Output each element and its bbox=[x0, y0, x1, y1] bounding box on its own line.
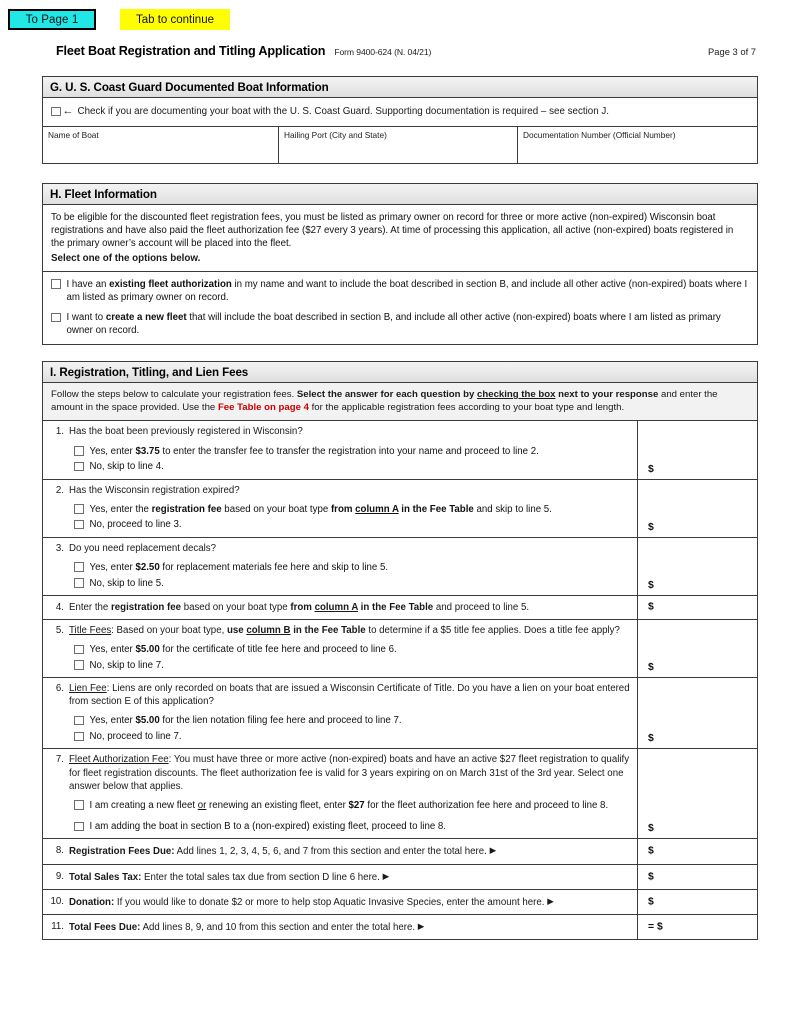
fee-row-6 bbox=[43, 678, 757, 749]
new-fleet-checkbox[interactable] bbox=[51, 313, 61, 323]
fee-row-3-number: 3. bbox=[55, 542, 64, 554]
fee-row-2-question: Has the Wisconsin registration expired? bbox=[69, 484, 240, 496]
fee-row-5-no-checkbox[interactable] bbox=[74, 660, 84, 670]
fees-table bbox=[43, 421, 757, 939]
fee-row-6-option-yes[interactable] bbox=[74, 714, 630, 727]
fee-row-6-yes-checkbox[interactable] bbox=[74, 716, 84, 726]
fee-row-2-yes-checkbox[interactable] bbox=[74, 504, 84, 514]
to-page-1-button[interactable]: To Page 1 bbox=[8, 9, 96, 30]
fee-row-3-option-no[interactable] bbox=[74, 577, 630, 590]
fee-row-3-option-yes[interactable] bbox=[74, 561, 630, 574]
triangle-icon: ▶ bbox=[547, 895, 554, 906]
fee-row-6-no-checkbox[interactable] bbox=[74, 732, 84, 742]
fee-row-8-text: Registration Fees Due: Add lines 1, 2, 3, 4, 5, 6, and 7 from this section and enter the total here. ▶ bbox=[69, 845, 497, 858]
fee-row-5-option-no[interactable] bbox=[74, 659, 630, 672]
fee-row-3-yes-checkbox[interactable] bbox=[74, 562, 84, 572]
fee-row-5-yes-label: Yes, enter $5.00 for the certificate of title fee here and proceed to line 6. bbox=[89, 644, 397, 656]
fee-row-7-option-existing-fleet[interactable] bbox=[74, 820, 630, 833]
tab-to-continue-button[interactable]: Tab to continue bbox=[120, 9, 230, 30]
fee-row-7-number: 7. bbox=[55, 754, 64, 766]
fee-row-2-yes-label: Yes, enter the registration fee based on your boat type from column A in the Fee Table and skip to line 5. bbox=[89, 503, 552, 515]
fee-row-2-option-no[interactable] bbox=[74, 518, 630, 531]
coast-guard-check-row bbox=[43, 98, 757, 127]
fee-row-2-no-label: No, proceed to line 3. bbox=[89, 519, 182, 531]
fee-row-5-question: Title Fees: Based on your boat type, use column B in the Fee Table to determine if a $5 title fee applies. Does a title fee apply? bbox=[69, 624, 620, 636]
page-title: Fleet Boat Registration and Titling Application bbox=[56, 44, 326, 58]
fee-row-2-options bbox=[50, 503, 630, 532]
fee-row-3 bbox=[43, 538, 757, 596]
fee-row-6-amount[interactable] bbox=[638, 678, 757, 748]
fee-row-3-dollar-sign: $ bbox=[648, 579, 654, 591]
fee-row-3-question: Do you need replacement decals? bbox=[69, 542, 217, 554]
fee-row-10-content bbox=[43, 890, 638, 914]
fee-row-1-yes-checkbox[interactable] bbox=[74, 446, 84, 456]
fee-row-5-no-label: No, skip to line 7. bbox=[89, 659, 164, 671]
fee-row-9-dollar-sign: $ bbox=[648, 871, 654, 883]
fee-row-1-dollar-sign: $ bbox=[648, 463, 654, 475]
fee-row-2-option-yes[interactable] bbox=[74, 503, 630, 516]
existing-fleet-checkbox[interactable] bbox=[51, 279, 61, 289]
documentation-number-label: Documentation Number (Official Number) bbox=[523, 130, 676, 140]
fee-row-1-option-no[interactable] bbox=[74, 460, 630, 473]
fee-row-7-amount[interactable] bbox=[638, 749, 757, 838]
triangle-icon: ▶ bbox=[417, 920, 425, 931]
fee-row-5-yes-checkbox[interactable] bbox=[74, 645, 84, 655]
fee-row-5-option-yes[interactable] bbox=[74, 643, 630, 656]
fee-row-10-amount[interactable] bbox=[638, 890, 757, 914]
fee-row-11-number: 11. bbox=[51, 920, 64, 932]
hailing-port-field[interactable] bbox=[279, 127, 518, 163]
fee-row-2-no-checkbox[interactable] bbox=[74, 520, 84, 530]
fee-row-1-yes-label: Yes, enter $3.75 to enter the transfer fee to transfer the registration into your name and proceed to line 2. bbox=[89, 445, 539, 457]
name-of-boat-field[interactable] bbox=[43, 127, 279, 163]
fee-row-1-option-yes[interactable] bbox=[74, 445, 630, 458]
fleet-eligibility-paragraph: To be eligible for the discounted fleet registration fees, you must be listed as primary owner on record for three or more active (non-expired) Wisconsin boat registrations and have also paid the fleet authorization fee ($27 every 3 years). At time of processing this application, all active (non-expired) boats registered in the primary owner’s account will be placed into the fleet. bbox=[51, 212, 734, 250]
fee-row-5-number: 5. bbox=[55, 624, 64, 636]
fee-row-4-number: 4. bbox=[55, 601, 64, 613]
fee-row-8 bbox=[43, 839, 757, 864]
fee-row-1-no-label: No, skip to line 4. bbox=[89, 461, 164, 473]
section-g-heading: G. U. S. Coast Guard Documented Boat Information bbox=[43, 77, 757, 98]
fee-row-9-text: Total Sales Tax: Enter the total sales tax due from section D line 6 here. ▶ bbox=[69, 870, 390, 883]
fee-row-5-amount[interactable] bbox=[638, 620, 757, 677]
fee-row-5-dollar-sign: $ bbox=[648, 662, 654, 674]
fee-row-7 bbox=[43, 749, 757, 839]
section-g-coast-guard bbox=[42, 76, 758, 164]
left-arrow-icon: ← bbox=[62, 105, 74, 117]
fee-row-11-text: Total Fees Due: Add lines 8, 9, and 10 from this section and enter the total here. ▶ bbox=[69, 920, 425, 933]
fleet-option-existing[interactable] bbox=[51, 278, 748, 304]
fee-row-9 bbox=[43, 865, 757, 890]
fee-row-9-content bbox=[43, 865, 638, 889]
triangle-icon: ▶ bbox=[489, 845, 497, 856]
fee-row-8-content bbox=[43, 839, 638, 863]
new-fleet-label: I want to create a new fleet that will include the boat described in section B, and include all other active (non-expired) boats where I am listed as primary owner on record. bbox=[66, 312, 721, 337]
fee-row-10-text: Donation: If you would like to donate $2 or more to help stop Aquatic Invasive Species, enter the amount here. ▶ bbox=[69, 895, 554, 908]
fee-row-4-dollar-sign: $ bbox=[648, 601, 654, 613]
fee-row-1-question: Has the boat been previously registered in Wisconsin? bbox=[69, 426, 303, 438]
fleet-option-new[interactable] bbox=[51, 311, 748, 337]
fee-row-7-question: Fleet Authorization Fee: You must have three or more active (non-expired) boats and have an active $27 fleet registration to qualify for fleet registration discounts. The fleet authorization fee is valid for 3 years expiring on on March 31st of the 3rd year. Select one answer below that applies. bbox=[69, 754, 630, 792]
fee-row-3-amount[interactable] bbox=[638, 538, 757, 595]
fee-row-10-dollar-sign: $ bbox=[648, 896, 654, 908]
fee-row-10-number: 10. bbox=[50, 895, 64, 907]
fee-row-4-amount[interactable] bbox=[638, 596, 757, 619]
fee-row-7-new-fleet-checkbox[interactable] bbox=[74, 800, 84, 810]
fee-row-1-content bbox=[43, 421, 638, 478]
coast-guard-checkbox[interactable] bbox=[51, 107, 61, 117]
fee-row-1-amount[interactable] bbox=[638, 421, 757, 478]
fee-row-3-options bbox=[50, 561, 630, 590]
fee-row-6-content bbox=[43, 678, 638, 748]
fee-row-1-number: 1. bbox=[55, 426, 64, 438]
fee-row-3-no-label: No, skip to line 5. bbox=[89, 577, 164, 589]
name-of-boat-label: Name of Boat bbox=[48, 130, 99, 140]
page-indicator: Page 3 of 7 bbox=[708, 46, 756, 57]
fee-row-11-content bbox=[43, 915, 638, 939]
fee-row-6-number: 6. bbox=[55, 683, 64, 695]
fee-row-2 bbox=[43, 480, 757, 538]
fee-row-7-existing-fleet-label: I am adding the boat in section B to a (non-expired) existing fleet, proceed to line 8. bbox=[89, 821, 446, 833]
fee-row-1-options bbox=[50, 445, 630, 474]
fee-row-6-option-no[interactable] bbox=[74, 730, 630, 743]
page-header bbox=[56, 44, 756, 58]
fee-row-8-amount[interactable] bbox=[638, 839, 757, 863]
fee-row-6-dollar-sign: $ bbox=[648, 733, 654, 745]
fee-row-6-yes-label: Yes, enter $5.00 for the lien notation filing fee here and proceed to line 7. bbox=[89, 715, 402, 727]
fee-row-2-amount[interactable] bbox=[638, 480, 757, 537]
fee-row-1-no-checkbox[interactable] bbox=[74, 462, 84, 472]
fee-row-8-dollar-sign: $ bbox=[648, 845, 654, 857]
fee-row-7-option-new-fleet[interactable] bbox=[74, 799, 630, 812]
fee-row-4 bbox=[43, 596, 757, 620]
hailing-port-label: Hailing Port (City and State) bbox=[284, 130, 387, 140]
documentation-number-field[interactable] bbox=[518, 127, 757, 163]
fee-row-5-content bbox=[43, 620, 638, 677]
fee-row-10 bbox=[43, 890, 757, 915]
section-i-instructions: Follow the steps below to calculate your registration fees. Select the answer for each question by checking the box next to your response and enter the amount in the space provided. Use the Fee Table on page 4 for the applicable registration fees according to your boat type and length. bbox=[43, 383, 757, 421]
coast-guard-check-label: Check if you are documenting your boat with the U. S. Coast Guard. Supporting documentation is required – see section J. bbox=[77, 106, 610, 117]
fee-row-7-dollar-sign: $ bbox=[648, 823, 654, 835]
triangle-icon: ▶ bbox=[382, 870, 390, 881]
fee-row-3-yes-label: Yes, enter $2.50 for replacement materials fee here and skip to line 5. bbox=[89, 561, 389, 573]
fee-row-7-new-fleet-label: I am creating a new fleet or renewing an existing fleet, enter $27 for the fleet authorization fee here and proceed to line 8. bbox=[89, 799, 609, 811]
fee-row-11-dollar-sign: = $ bbox=[648, 921, 663, 933]
fee-row-6-no-label: No, proceed to line 7. bbox=[89, 731, 182, 743]
fee-row-4-content bbox=[43, 596, 638, 619]
fee-row-2-dollar-sign: $ bbox=[648, 521, 654, 533]
fee-row-3-content bbox=[43, 538, 638, 595]
form-number: Form 9400-624 (N. 04/21) bbox=[334, 47, 432, 57]
coast-guard-fields bbox=[43, 127, 757, 163]
fee-row-6-question: Lien Fee: Liens are only recorded on boats that are issued a Wisconsin Certificate of Title. Do you have a lien on your boat entered from section E of this application? bbox=[69, 683, 630, 708]
fee-row-1 bbox=[43, 421, 757, 479]
fee-row-9-number: 9. bbox=[55, 870, 64, 882]
fee-row-9-amount[interactable] bbox=[638, 865, 757, 889]
fee-row-4-question: Enter the registration fee based on your boat type from column A in the Fee Table and proceed to line 5. bbox=[69, 601, 530, 613]
section-i-heading: I. Registration, Titling, and Lien Fees bbox=[43, 362, 757, 383]
fee-row-3-no-checkbox[interactable] bbox=[74, 578, 84, 588]
section-i-fees bbox=[42, 361, 758, 940]
fee-row-11 bbox=[43, 915, 757, 939]
section-h-heading: H. Fleet Information bbox=[43, 184, 757, 205]
select-one-prompt: Select one of the options below. bbox=[51, 252, 201, 264]
existing-fleet-label: I have an existing fleet authorization in my name and want to include the boat described in section B, and include all other active (non-expired) boats where I am listed as primary owner on record. bbox=[66, 278, 748, 303]
fee-row-2-content bbox=[43, 480, 638, 537]
fleet-options-group bbox=[43, 271, 757, 345]
top-action-bar bbox=[0, 0, 800, 38]
fee-row-8-number: 8. bbox=[55, 845, 64, 857]
fee-row-7-existing-fleet-checkbox[interactable] bbox=[74, 822, 84, 832]
fee-row-7-options bbox=[50, 799, 630, 833]
fee-row-11-amount[interactable] bbox=[638, 915, 757, 939]
fee-row-6-options bbox=[50, 714, 630, 743]
fee-row-7-content bbox=[43, 749, 638, 838]
fee-row-2-number: 2. bbox=[55, 484, 64, 496]
fee-row-5-options bbox=[50, 643, 630, 672]
section-h-fleet-information bbox=[42, 183, 758, 345]
fee-row-5 bbox=[43, 620, 757, 678]
